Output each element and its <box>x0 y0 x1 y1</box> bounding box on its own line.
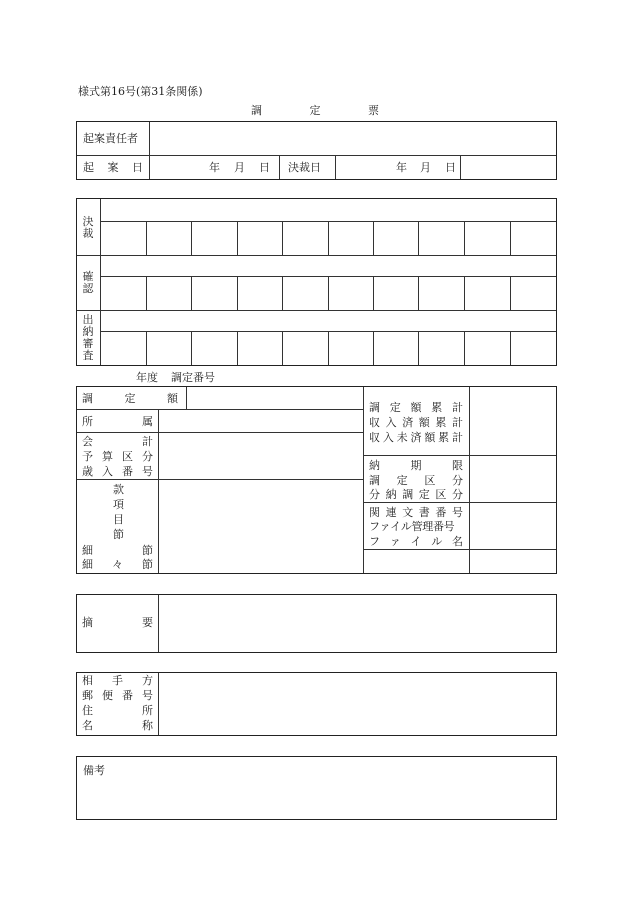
account-label: 会 計 <box>82 435 153 448</box>
approval-stamp-divider <box>146 332 147 365</box>
address-label: 住 所 <box>82 704 153 717</box>
cumulative-received-label: 収 入 済 額 累 計 <box>369 416 463 429</box>
budget-class-label: 予 算 区 分 <box>82 450 153 463</box>
account-field[interactable] <box>160 434 362 478</box>
approval-stamp-divider <box>418 332 419 365</box>
adjust-amount-field[interactable] <box>188 388 362 408</box>
approval-stamp-divider <box>191 277 192 310</box>
file-mgmt-label: ファイル管理番号 <box>369 520 455 533</box>
decision-month-unit: 月 <box>420 161 431 174</box>
approval-stamp-divider <box>418 222 419 255</box>
summary-field[interactable] <box>160 596 555 651</box>
sub-section-label: 細 節 <box>82 544 153 557</box>
cumulative-labels <box>369 402 463 443</box>
approval-stamp-divider <box>464 332 465 365</box>
revenue-number-label: 歳 入 番 号 <box>82 465 153 478</box>
approval-stamp-divider <box>328 277 329 310</box>
approval-stamp-divider <box>464 277 465 310</box>
related-doc-label: 関 連 文 書 番 号 <box>369 506 463 519</box>
subject-moku: 目 <box>113 513 124 526</box>
cumulative-adjust-label: 調 定 額 累 計 <box>369 401 463 414</box>
postal-code-label: 郵 便 番 号 <box>82 689 153 702</box>
confirm-label: 確認 <box>82 270 94 295</box>
approval-stamp-divider <box>328 222 329 255</box>
subject-kan: 款 <box>113 483 124 496</box>
approval-stamp-divider <box>328 332 329 365</box>
cumulative-unreceived-label: 収 入 未 済 額 累 計 <box>369 431 463 444</box>
approval-box <box>76 198 557 366</box>
counterparty-label: 相 手 方 <box>82 674 153 687</box>
approval-stamp-divider <box>373 277 374 310</box>
cumulative-field[interactable] <box>471 388 555 454</box>
approval-stamp-divider <box>510 277 511 310</box>
approval-stamp-divider <box>510 332 511 365</box>
decision-date-label: 決裁日 <box>288 161 321 174</box>
party-field[interactable] <box>160 674 555 734</box>
approval-stamp-divider <box>237 222 238 255</box>
approval-stamp-divider <box>191 222 192 255</box>
draft-year-unit: 年 <box>209 161 220 174</box>
approval-stamp-divider <box>282 277 283 310</box>
decision-year-unit: 年 <box>396 161 407 174</box>
approval-stamp-divider <box>373 222 374 255</box>
accounting-review-label: 出納審査 <box>82 313 94 362</box>
department-label: 所 属 <box>82 415 153 428</box>
draft-date-label: 起 案 日 <box>83 161 143 174</box>
file-name-label: フ ァ イ ル 名 <box>369 535 463 548</box>
approval-stamp-divider <box>418 277 419 310</box>
form-number: 様式第16号(第31条関係) <box>78 85 203 98</box>
subject-field[interactable] <box>160 481 362 572</box>
approval-stamp-divider <box>282 222 283 255</box>
decision-day-unit: 日 <box>445 161 456 174</box>
approval-stamp-divider <box>146 222 147 255</box>
proposer-label: 起案責任者 <box>83 132 138 145</box>
draft-month-unit: 月 <box>234 161 245 174</box>
approval-stamp-divider <box>237 277 238 310</box>
approval-stamp-divider <box>191 332 192 365</box>
installment-class-label: 分 納 調 定 区 分 <box>369 488 463 501</box>
department-field[interactable] <box>160 411 362 431</box>
adjust-number-caption: 調定番号 <box>171 371 215 384</box>
approval-stamp-divider <box>464 222 465 255</box>
adjust-class-label: 調 定 区 分 <box>369 474 463 487</box>
approval-stamp-divider <box>373 332 374 365</box>
approval-stamp-divider <box>146 277 147 310</box>
proposer-field[interactable] <box>151 123 555 154</box>
approval-stamp-divider <box>510 222 511 255</box>
draft-day-unit: 日 <box>259 161 270 174</box>
decision-label: 決裁 <box>82 215 94 240</box>
remarks-field[interactable] <box>78 782 555 818</box>
remarks-label: 備考 <box>83 764 105 777</box>
deadline-field[interactable] <box>471 457 555 501</box>
approval-stamp-divider <box>237 332 238 365</box>
adjust-amount-label: 調 定 額 <box>82 392 178 405</box>
summary-label: 摘 要 <box>82 616 153 629</box>
subject-setsu: 節 <box>113 528 124 541</box>
name-label: 名 称 <box>82 719 153 732</box>
related-doc-field[interactable] <box>471 504 555 548</box>
deadline-label: 納 期 限 <box>369 459 463 472</box>
form-title: 調 定 票 <box>251 104 379 117</box>
fiscal-year-caption: 年度 <box>136 371 158 384</box>
subject-kou: 項 <box>113 498 124 511</box>
approval-stamp-divider <box>282 332 283 365</box>
subsub-section-label: 細 々 節 <box>82 558 153 571</box>
